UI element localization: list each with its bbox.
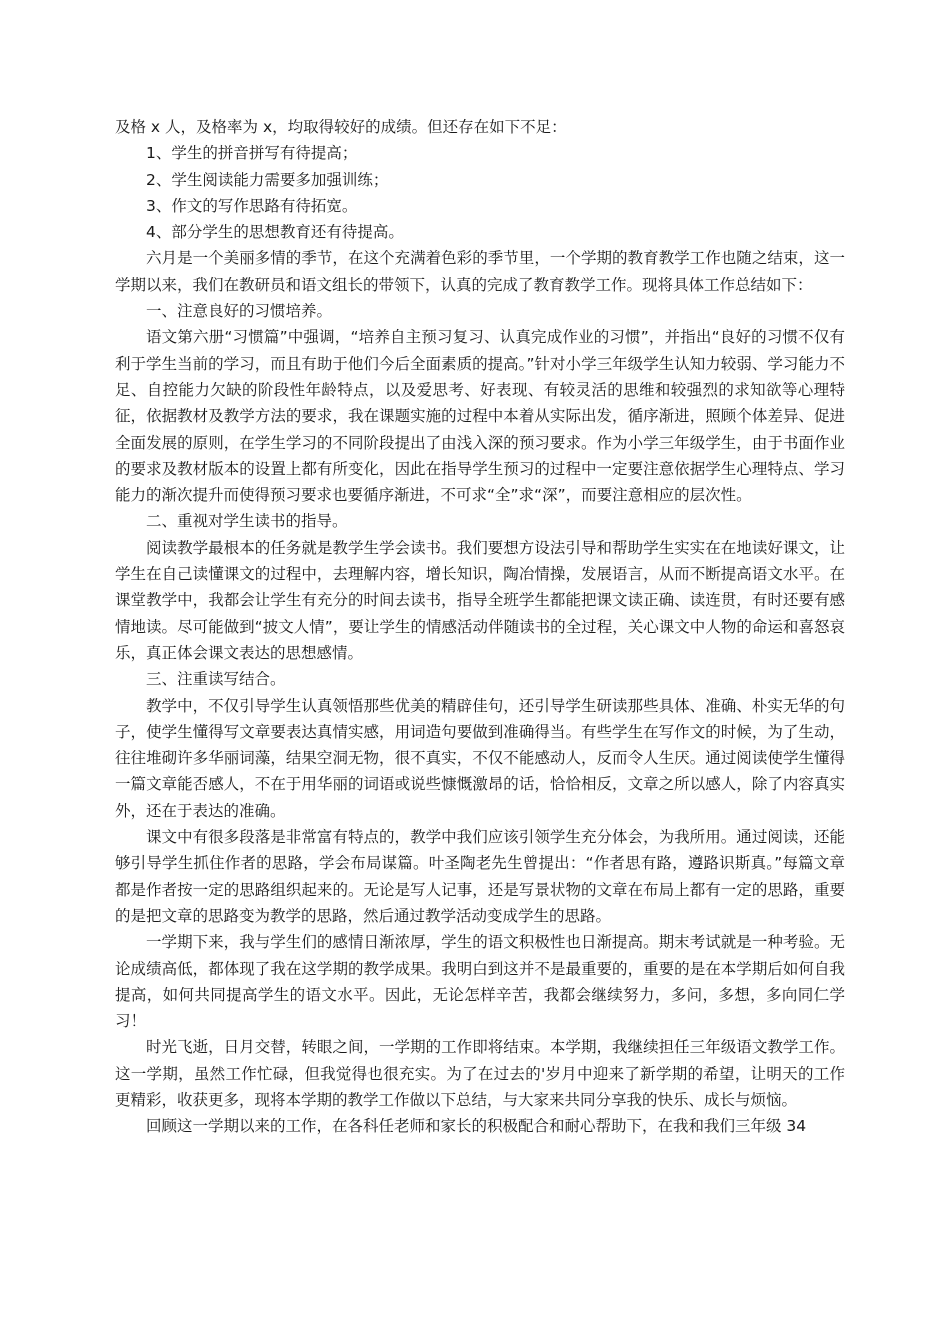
paragraph-structure: 课文中有很多段落是非常富有特点的，教学中我们应该引领学生充分体会，为我所用。通过阅读，还能够引导学生抓住作者的思路，学会布局谋篇。叶圣陶老先生曾提出：“作者思有路，遵路识斯真。”每篇文章都是作者按一定的思路组织起来的。无论是写人记事，还是写景状物的文章在布局上都有一定的思路，重要的是把文章的思路变为教学的思路，然后通过教学活动变成学生的思路。 [115,828,845,925]
section-heading-3: 三、注重读写结合。 [146,670,286,689]
list-item-3: 3、作文的写作思路有待拓宽。 [146,196,358,215]
paragraph-review: 回顾这一学期以来的工作，在各科任老师和家长的积极配合和耐心帮助下，在我和我们三年级 34 [146,1117,807,1136]
paragraph-writing: 教学中，不仅引导学生认真领悟那些优美的精辟佳句，还引导学生研读那些具体、准确、朴实无华的句子，使学生懂得写文章要表达真情实感，用词造句要做到准确得当。有些学生在写作文的时候，为了生动，往往堆砌许多华丽词藻，结果空洞无物，很不真实，不仅不能感动人，反而令人生厌。通过阅读使学生懂得一篇文章能否感人，不在于用华丽的词语或说些慷慨激昂的话，恰恰相反，文章之所以感人，除了内容真实外，还在于表达的准确。 [115,696,845,820]
list-item-4: 4、部分学生的思想教育还有待提高。 [146,223,404,242]
paragraph-intro: 六月是一个美丽多情的季节，在这个充满着色彩的季节里，一个学期的教育教学工作也随之结束，这一学期以来，我们在教研员和语文组长的带领下，认真的完成了教育教学工作。现将具体工作总结如下： [115,249,845,294]
document-page [115,114,845,1140]
section-heading-1: 一、注意良好的习惯培养。 [146,302,333,321]
paragraph-time: 时光飞逝，日月交替，转眼之间，一学期的工作即将结束。本学期，我继续担任三年级语文教学工作。这一学期，虽然工作忙碌，但我觉得也很充实。为了在过去的'岁月中迎来了新学期的希望，让明天的工作更精彩，收获更多，现将本学期的教学工作做以下总结，与大家来共同分享我的快乐、成长与烦恼。 [115,1038,845,1109]
section-heading-2: 二、重视对学生读书的指导。 [146,512,348,531]
paragraph-habits: 语文第六册“习惯篇”中强调，“培养自主预习复习、认真完成作业的习惯”，并指出“良好的习惯不仅有利于学生当前的学习，而且有助于他们今后全面素质的提高。”针对小学三年级学生认知力较弱、学习能力不足、自控能力欠缺的阶段性年龄特点，以及爱思考、好表现、有较灵活的思维和较强烈的求知欲等心理特征，依据教材及教学方法的要求，我在课题实施的过程中本着从实际出发，循序渐进，照顾个体差异、促进全面发展的原则，在学生学习的不同阶段提出了由浅入深的预习要求。作为小学三年级学生，由于书面作业的要求及教材版本的设置上都有所变化，因此在指导学生预习的过程中一定要注意依据学生心理特点、学习能力的渐次提升而使得预习要求也要循序渐进，不可求“全”求“深”，而要注意相应的层次性。 [115,328,845,505]
list-item-1: 1、学生的拼音拼写有待提高； [146,144,358,163]
paragraph-reading: 阅读教学最根本的任务就是教学生学会读书。我们要想方设法引导和帮助学生实实在在地读好课文，让学生在自己读懂课文的过程中，去理解内容，增长知识，陶冶情操，发展语言，从而不断提高语文水平。在课堂教学中，我都会让学生有充分的时间去读书，指导全班学生都能把课文读正确、读连贯，有时还要有感情地读。尽可能做到“披文人情”，要让学生的情感活动伴随读书的全过程，关心课文中人物的命运和喜怒哀乐，真正体会课文表达的思想感情。 [115,538,845,662]
list-item-2: 2、学生阅读能力需要多加强训练； [146,170,389,189]
paragraph-0: 及格 x 人，及格率为 x，均取得较好的成绩。但还存在如下不足： [115,118,567,136]
paragraph-semester: 一学期下来，我与学生们的感情日渐浓厚，学生的语文积极性也日渐提高。期末考试就是一种考验。无论成绩高低，都体现了我在这学期的教学成果。我明白到这并不是最重要的，重要的是在本学期后如何自我提高，如何共同提高学生的语文水平。因此，无论怎样辛苦，我都会继续努力，多问，多想，多向同仁学习！ [115,933,845,1031]
